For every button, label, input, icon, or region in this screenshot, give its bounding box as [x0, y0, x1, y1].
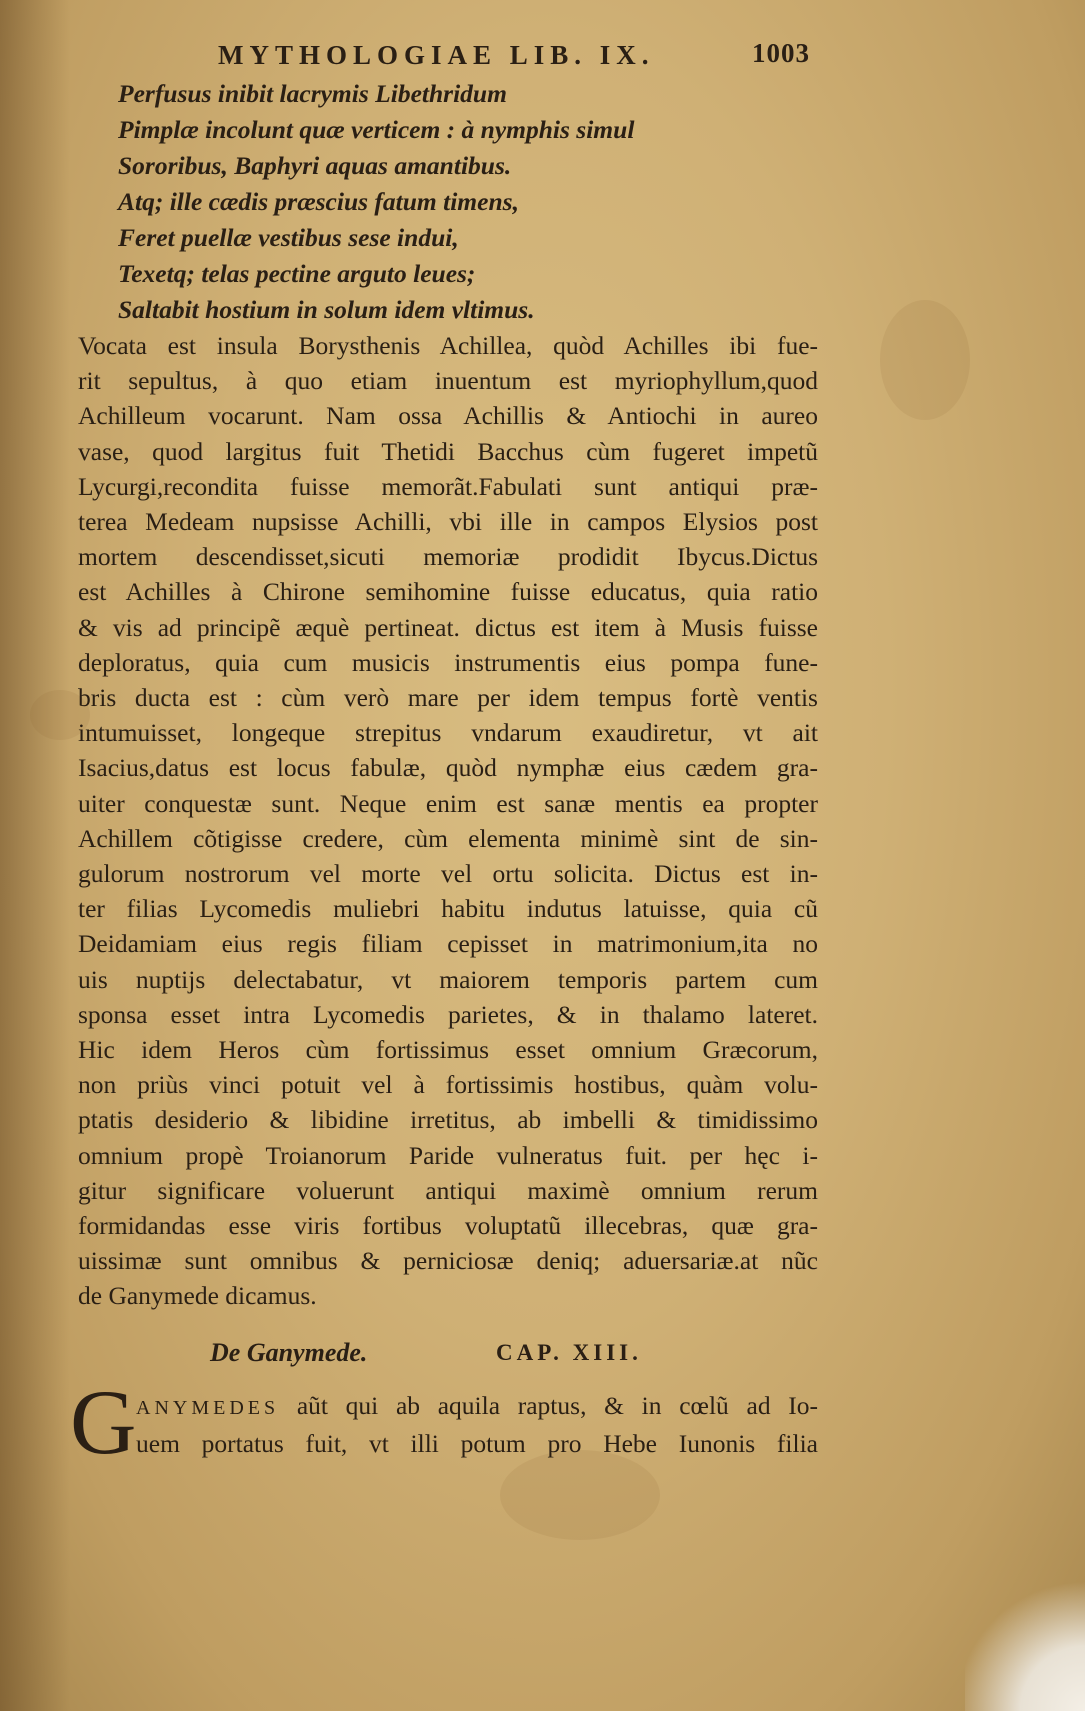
drop-cap-initial: G [70, 1370, 137, 1473]
prose-line: Isacius,datus est locus fabulæ, quòd nymphæ eius cædem gra- [78, 753, 818, 783]
chapter-opening [70, 1370, 818, 1473]
prose-line: Lycurgi,recondita fuisse memorãt.Fabulati sunt antiqui præ- [78, 471, 818, 501]
prose-line: uis nuptijs delectabatur, vt maiorem temporis partem cum [78, 964, 818, 994]
first-word-smallcaps: ANYMEDES [136, 1396, 280, 1419]
text-block [70, 36, 818, 1473]
chapter-line [78, 1388, 818, 1426]
prose-line: uiter conquestæ sunt. Neque enim est sanæ mentis ea propter [78, 788, 818, 818]
prose-line: de Ganymede dicamus. [78, 1281, 317, 1311]
verse-line: Texetq; telas pectine arguto leues; [118, 259, 476, 288]
prose-line: ptatis desiderio & libidine irretitus, ab imbelli & timidissimo [78, 1105, 818, 1135]
prose-line: deploratus, quia cum musicis instrumentis eius pompa fune- [78, 647, 818, 677]
prose-line: Vocata est insula Borysthenis Achillea, quòd Achilles ibi fue- [78, 331, 818, 360]
verse-line: Perfusus inibit lacrymis Libethridum [118, 79, 507, 108]
binding-shadow [0, 0, 70, 1711]
prose-line: sponsa esset intra Lycomedis parietes, & in thalamo lateret. [78, 999, 818, 1029]
prose-line: Deidamiam eius regis filiam cepisset in matrimonium,ita no [78, 929, 818, 959]
prose-line: gitur significare voluerunt antiqui maximè omnium rerum [78, 1175, 818, 1205]
verse-line: Atq; ille cædis præscius fatum timens, [118, 187, 519, 216]
prose-line: Hic idem Heros cùm fortissimus esset omnium Græcorum, [78, 1035, 818, 1065]
prose-line: bris ducta est : cùm verò mare per idem tempus fortè ventis [78, 683, 818, 713]
prose-line: ter filias Lycomedis muliebri habitu indutus latuisse, quia cũ [78, 894, 818, 924]
prose-paragraph [78, 328, 818, 1314]
paper-stain [880, 300, 970, 420]
chapter-line-text: aũt qui ab aquila raptus, & in cœlũ ad Io- [296, 1390, 818, 1420]
verse-line: Saltabit hostium in solum idem vltimus. [118, 295, 535, 324]
prose-line: terea Medeam nupsisse Achilli, vbi ille in campos Elysios post [78, 507, 818, 537]
prose-line: mortem descendisset,sicuti memoriæ prodidit Ibycus.Dictus [78, 542, 818, 572]
running-head-title: MYTHOLOGIAE LIB. IX. [218, 40, 655, 70]
prose-line: uissimæ sunt omnibus & perniciosæ deniq; aduersariæ.at nũc [78, 1246, 818, 1276]
paper-stain [500, 1450, 660, 1540]
page-number: 1003 [752, 38, 810, 68]
prose-line: non priùs vinci potuit vel à fortissimis hostibus, quàm volu- [78, 1070, 818, 1100]
chapter-line: uem portatus fuit, vt illi potum pro Hebe Iunonis filia [136, 1428, 818, 1458]
prose-line: vase, quod largitus fuit Thetidi Bacchus cùm fugeret impetũ [78, 436, 818, 466]
prose-line: rit sepultus, à quo etiam inuentum est myriophyllum,quod [78, 366, 818, 396]
chapter-heading [78, 1328, 818, 1384]
prose-line: gulorum nostrorum vel morte vel ortu solicita. Dictus est in- [78, 859, 818, 889]
prose-line: Achillem cõtigisse credere, cùm elementa minimè sint de sin- [78, 823, 818, 853]
chapter-title: De Ganymede. [210, 1337, 368, 1367]
running-head [78, 36, 818, 76]
prose-line: est Achilles à Chirone semihomine fuisse educatus, quia ratio [78, 577, 818, 607]
prose-line: omnium propè Troianorum Paride vulneratus fuit. per hęc i- [78, 1140, 818, 1170]
prose-line: intumuisset, longeque strepitus vndarum exaudiretur, vt ait [78, 718, 818, 748]
prose-line: formidandas esse viris fortibus voluptatũ illecebras, quæ gra- [78, 1211, 818, 1241]
chapter-number: CAP. XIII. [496, 1339, 642, 1365]
prose-line: Achilleum vocarunt. Nam ossa Achillis & Antiochi in aureo [78, 401, 818, 431]
prose-line: & vis ad principẽ æquè pertineat. dictus est item à Musis fuisse [78, 612, 818, 642]
verse-line: Sororibus, Baphyri aquas amantibus. [118, 151, 512, 180]
verse-line: Feret puellæ vestibus sese indui, [118, 223, 459, 252]
torn-corner [965, 1571, 1085, 1711]
verse-block [118, 76, 818, 328]
verse-line: Pimplæ incolunt quæ verticem : à nymphis simul [118, 115, 635, 144]
